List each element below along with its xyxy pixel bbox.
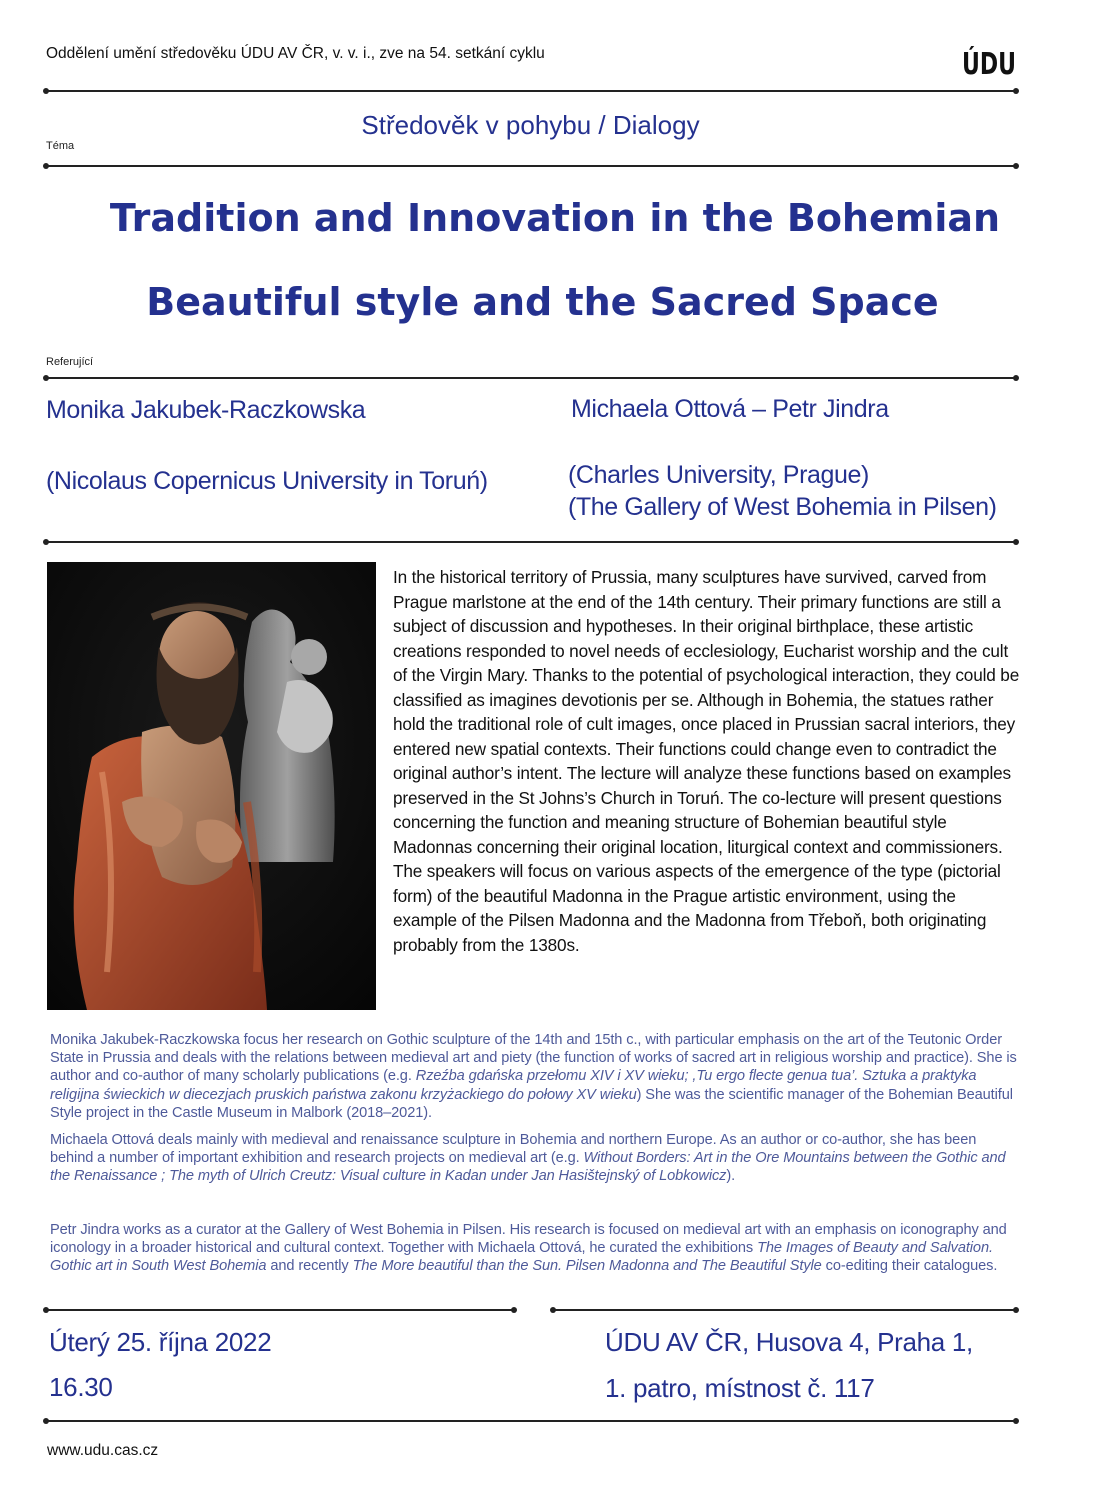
- divider: [46, 377, 1016, 379]
- website-link[interactable]: www.udu.cas.cz: [47, 1442, 159, 1459]
- divider: [46, 90, 1016, 92]
- lecture-abstract: In the historical territory of Prussia, many sculptures have survived, carved from Prague marlstone at the end of the 14th century. Their primary functions are still a subject of discussion and hypotheses. In their original birthplace, these artistic creations responded to novel needs of ecclesiology, Eucharist worship and the cult of the Virgin Mary. Thanks to the potential of psychological interaction, they could be classified as imagines devotionis per se. Although in Bohemia, the statues rather hold the traditional role of cult images, once placed in Prussian sacral interiors, they entered new spatial contexts. Their functions could change even to contradict the original author’s intent. The lecture will analyze these functions based on examples preserved in the St Johns’s Church in Toruń. The co-lecture will present questions concerning the function and meaning structure of Bohemian beautiful style Madonnas concerning their original location, liturgical context and commissioners. The speakers will focus on various aspects of the emergence of the type (pictorial form) of the beautiful Madonna in the Prague artistic environment, using the example of the Pilsen Madonna and the Madonna from Třeboň, both originating probably from the 1380s.: [393, 567, 1020, 955]
- man-of-sorrows-sculpture-image: [47, 562, 376, 1010]
- speaker-2-affiliation-1: (Charles University, Prague): [568, 461, 869, 489]
- speaker-2-affiliation-2: (The Gallery of West Bohemia in Pilsen): [568, 493, 997, 521]
- event-venue-line-1: ÚDU AV ČR, Husova 4, Praha 1,: [605, 1327, 973, 1357]
- series-title: Středověk v pohybu / Dialogy: [361, 110, 700, 140]
- divider: [46, 1420, 1016, 1422]
- bio-jindra: Petr Jindra works as a curator at the Gallery of West Bohemia in Pilsen. His research is focused on medieval art with an emphasis on iconography and iconology in a broader historical and cultural context. Together with Michaela Ottová, he curated the exhibitions The Images of Beauty and Salvation. Gothic art in South West Bohemia and recently The More beautiful than the Sun. Pilsen Madonna and The Beautiful Style co-editing their catalogues.: [50, 1222, 1007, 1275]
- event-date: Úterý 25. října 2022: [49, 1327, 272, 1357]
- divider: [46, 165, 1016, 167]
- speaker-1-affiliation: (Nicolaus Copernicus University in Toruń): [46, 467, 488, 495]
- divider-right: [553, 1309, 1016, 1311]
- event-time: 16.30: [49, 1372, 113, 1402]
- sculpture-photo: [47, 562, 376, 1010]
- bio-jakubek-raczkowska: Monika Jakubek-Raczkowska focus her research on Gothic sculpture of the 14th and 15th c., with particular emphasis on the art of the Teutonic Order State in Prussia and deals with the relations between medieval art and piety (the function of works of sacred art in religious worship and practice). She is author and co-author of many scholarly publications (e.g. Rzeźba gdańska przełomu XIV i XV wieku; ,Tu ergo flecte genua tua’. Sztuka a praktyka religijna świeckich w diecezjach pruskich państwa zakonu krzyżackiego do połowy XV wieku) She was the scientific manager of the Bohemian Beautiful Style project in the Castle Museum in Malbork (2018–2021).: [50, 1032, 1017, 1121]
- lecture-title-line-1: Tradition and Innovation in the Bohemian: [109, 196, 1001, 240]
- bio-ottova: Michaela Ottová deals mainly with medieval and renaissance sculpture in Bohemia and northern Europe. As an author or co-author, she has been behind a number of important exhibition and research projects on medieval art (e.g. Without Borders: Art in the Ore Mountains between the Gothic and the Renaissance ; The myth of Ulrich Creutz: Visual culture in Kadan under Jan Hasištejnský of Lobkowicz).: [50, 1132, 1006, 1185]
- speaker-2-names: Michaela Ottová – Petr Jindra: [571, 395, 889, 423]
- divider-left: [46, 1309, 514, 1311]
- theme-label: Téma: [46, 140, 75, 152]
- logo-text: ÚDU: [962, 47, 1036, 82]
- speakers-label: Referující: [46, 356, 94, 368]
- header-invitation: Oddělení umění středověku ÚDU AV ČR, v. v. i., zve na 54. setkání cyklu: [46, 45, 545, 62]
- lecture-title-line-2: Beautiful style and the Sacred Space: [146, 280, 939, 324]
- event-venue-line-2: 1. patro, místnost č. 117: [605, 1373, 875, 1403]
- speaker-1-name: Monika Jakubek-Raczkowska: [46, 396, 366, 424]
- udu-logo: [962, 45, 1036, 82]
- divider: [46, 541, 1016, 543]
